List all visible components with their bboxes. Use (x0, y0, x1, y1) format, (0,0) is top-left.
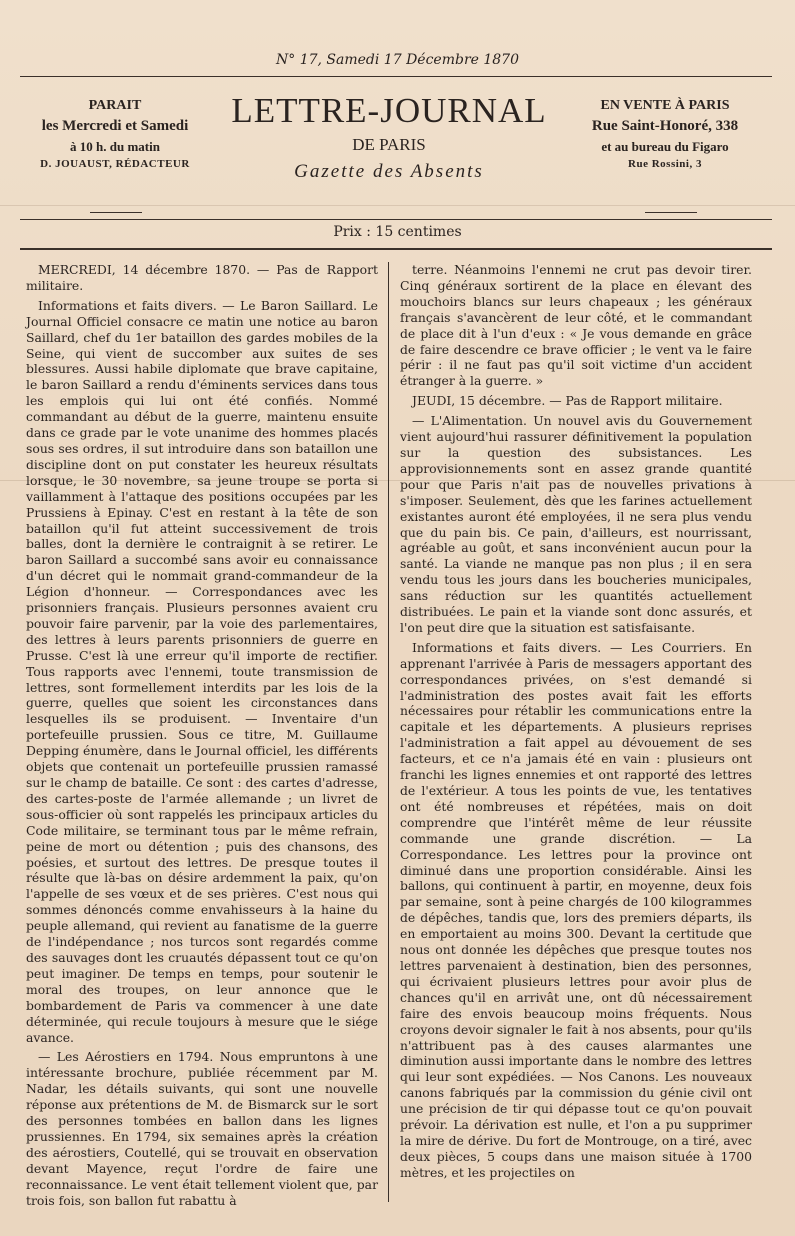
issue-line: N° 17, Samedi 17 Décembre 1870 (276, 52, 519, 68)
masthead-right-rule (645, 212, 697, 213)
paper-fold-line (0, 205, 795, 206)
sale-address-3: Rue Rossini, 3 (628, 157, 702, 170)
masthead-center (214, 92, 564, 183)
price: Prix : 15 centimes (333, 224, 462, 240)
editor-name: D. JOUAUST, RÉDACTEUR (40, 157, 190, 170)
sale-heading: EN VENTE À PARIS (600, 98, 730, 113)
header-top-rule (20, 76, 772, 77)
article-paragraph: Informations et faits divers. — Le Baron Saillard. Le Journal Officiel consacre ce matin une notice au baron Saillard, chef du 1er bataillon des gardes mobiles de la Seine, qui vient de succomber aux suites de ses blessures. Aussi habile diplomate que brave capitaine, le baron Saillard a rendu d'éminents services dans tous les emplois qui lui ont été confiés. Nommé commandant au début de la guerre, maintenu ensuite dans ce grade par le vote unanime des hommes placés sous ses ordres, il sut introduire dans son bataillon une discipline dont on put constater les heureux résultats lorsque, le 30 novembre, sa jeune troupe se porta si vaillamment à l'attaque des positions occupées par les Prussiens à Epinay. C'est en restant à la tête de son bataillon qu'il fut atteint successivement de trois balles, dont la dernière le contraignit à se retirer. Le baron Saillard a succombé sans avoir eu connaissance d'un décret qui le nommait grand-commandeur de la Légion d'honneur. — Correspondances avec les prisonniers français. Plusieurs personnes avaient cru pouvoir faire parvenir, par la voie des parlementaires, des lettres à leurs parents prisonniers de guerre en Prusse. C'est là une erreur qu'il importe de rectifier. Tous rapports avec l'ennemi, toute transmission de lettres, sont formellement interdits par les lois de la guerre, quelles que soient les circonstances dans lesquelles ils se produisent. — Inventaire d'un portefeuille prussien. Sous ce titre, M. Guillaume Depping énumère, dans le Journal officiel, les différents objets que contenait un portefeuille prussien ramassé sur le champ de bataille. Ce sont : des cartes d'adresse, des cartes-poste de l'armée allemande ; un livret de sous-officier où sont rappelés les principaux articles du Code militaire, se terminant tous par le même refrain, peine de mort ou détention ; puis des chansons, des poésies, et surtout des lettres. De presque toutes il résulte que là-bas on désire ardemment la paix, qu'on l'appelle de ses vœux et de ses prières. C'est nous qui sommes dénoncés comme envahisseurs à la haine du peuple allemand, qui revient au fanatisme de la guerre de l'indépendance ; nos turcos sont regardés comme des sauvages dont les cruautés dépassent tout ce qu'on peut imaginer. De temps en temps, pour soutenir le moral des troupes, on leur annonce que le bombardement de Paris va commencer à une date déterminée, qui recule toujours à mesure que le siége avance. (26, 297, 378, 1045)
newspaper-title: LETTRE-JOURNAL (231, 91, 547, 130)
right-column (400, 262, 752, 1181)
header-middle-rule (20, 219, 772, 220)
masthead-left-rule (90, 212, 142, 213)
masthead-left (20, 96, 210, 173)
article-paragraph: — L'Alimentation. Un nouvel avis du Gouvernement vient aujourd'hui rassurer définitivement la population sur la question des subsistances. Les approvisionnements sont en assez grande quantité pour que Paris n'ait pas de nouvelles privations à s'imposer. Seulement, dès que les farines actuellement existantes auront été employées, il ne sera plus vendu que du pain bis. Ce pain, d'ailleurs, est nourrissant, agréable au goût, et sans inconvénient aucun pour la santé. La viande ne manque pas non plus ; il en sera vendu tous les jours dans les boucheries municipales, sans réduction sur les quantités actuellement distribuées. Le pain et la viande sont donc assurés, et l'on peut dire que la situation est satisfaisante. (400, 413, 752, 635)
header-bottom-rule (20, 248, 772, 250)
article-paragraph: Informations et faits divers. — Les Courriers. En apprenant l'arrivée à Paris de messagers apportant des correspondances privées, on s'est demandé si l'administration des postes avait fait les efforts nécessaires pour rétablir les communications entre la capitale et les départements. A plusieurs reprises l'administration a fait appel au dévouement de ses facteurs, et ce n'a jamais été en vain : plusieurs ont franchi les lignes ennemies et ont rapporté des lettres de l'extérieur. A tous les points de vue, les tentatives ont été nombreuses et répétées, mais on doit comprendre que l'intérêt même de leur réussite commande une grande discrétion. — La Correspondance. Les lettres pour la province ont diminué dans une proportion considérable. Ainsi les ballons, qui continuent à partir, en moyenne, deux fois par semaine, sont à peine chargés de 100 kilogrammes de dépêches, tandis que, lors des premiers départs, ils en emportaient au moins 300. Devant la certitude que nous ont donnée les dépêches que presque toutes nos lettres parvenaient à destination, bien des personnes, qui écrivaient plusieurs lettres pour avoir plus de chances qu'il en arrivât une, ont dû nécessairement faire des envois beaucoup moins fréquents. Nous croyons devoir signaler le fait à nos absents, pour qu'ils n'attribuent pas à des causes alarmantes une diminution aussi importante dans le nombre des lettres qui leur sont expédiées. — Nos Canons. Les nouveaux canons fabriqués par la commission du génie civil ont une précision de tir qui dépasse tout ce qu'on pouvait prévoir. La dérivation est nulle, et l'on a pu supprimer la mire de dérive. Du fort de Montrouge, on a tiré, avec deux pièces, 5 coups dans une maison située à 1700 mètres, et les projectiles on (400, 639, 752, 1180)
publication-time: à 10 h. du matin (70, 139, 160, 155)
article-paragraph: — Les Aérostiers en 1794. Nous empruntons à une intéressante brochure, publiée récemment par M. Nadar, les détails suivants, qui sont une nouvelle réponse aux prétentions de M. de Bismarck sur le sort des personnes tombées en ballon dans les lignes prussiennes. En 1794, six semaines après la création des aérostiers, Coutellé, qui se trouvait en observation devant Mayence, reçut l'ordre de faire une reconnaissance. Le vent était tellement violent que, par trois fois, son ballon fut rabattu à (26, 1049, 378, 1208)
publication-schedule-heading: PARAIT (88, 98, 142, 113)
sale-address-2: et au bureau du Figaro (601, 139, 729, 155)
newspaper-tagline: Gazette des Absents (294, 160, 484, 182)
newspaper-subtitle: DE PARIS (352, 134, 426, 154)
column-divider (388, 262, 389, 1202)
sale-address-1: Rue Saint-Honoré, 338 (591, 118, 739, 135)
article-paragraph: JEUDI, 15 décembre. — Pas de Rapport militaire. (412, 393, 723, 409)
left-column (26, 262, 378, 1208)
publication-days: les Mercredi et Samedi (41, 118, 189, 135)
article-paragraph: MERCREDI, 14 décembre 1870. — Pas de Rapport militaire. (26, 262, 378, 293)
article-paragraph: terre. Néanmoins l'ennemi ne crut pas devoir tirer. Cinq généraux sortirent de la place en élevant des mouchoirs blancs sur leurs chapeaux ; les généraux français s'avancèrent de leur côté, et le commandant de place dit à l'un d'eux : « Je vous demande en grâce de faire descendre ce brave officier ; le vent va le faire périr : il ne faut pas qu'il soit victime d'un accident étranger à la guerre. » (400, 262, 752, 389)
masthead-right (565, 96, 765, 173)
